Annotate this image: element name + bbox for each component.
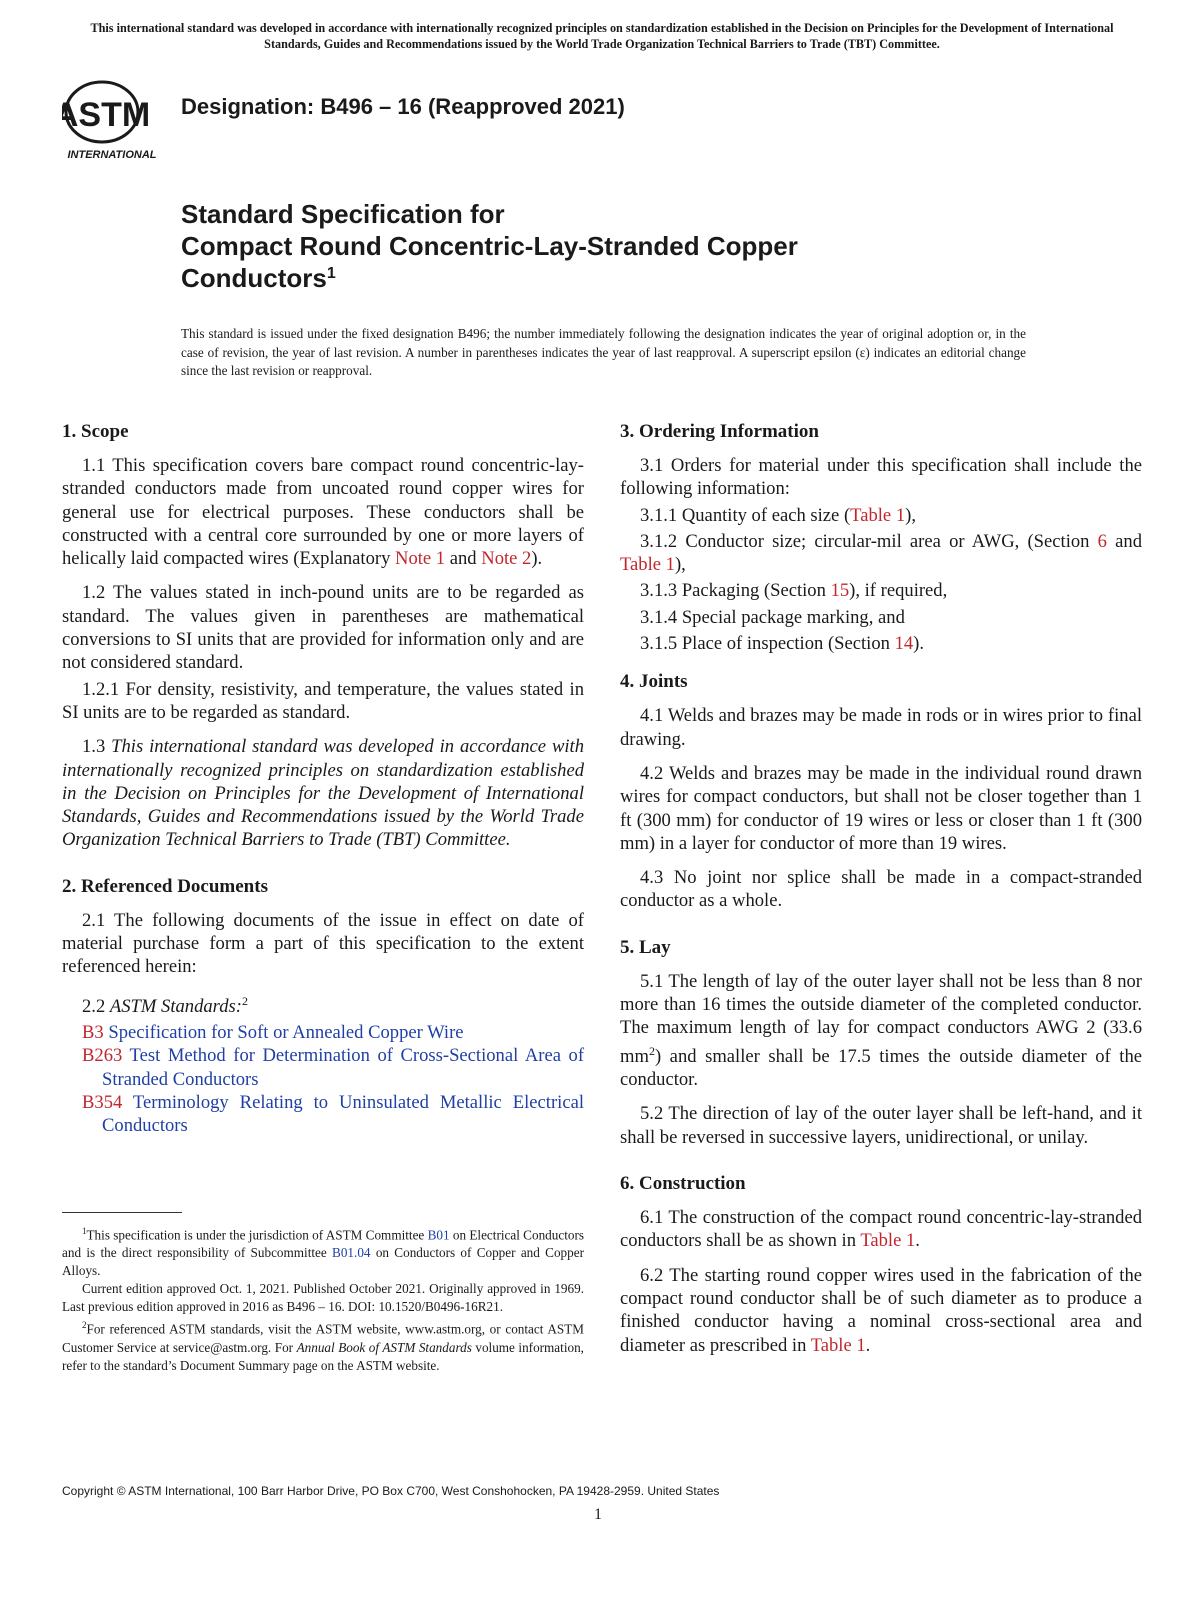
footnote-2: $^2$For referenced ASTM standards, visit the ASTM website, www.astm.org, or contact ASTM Customer Service at service@astm.org. For Annual Book of ASTM Standards volume information, refer to the standard’s Document Summary page on the ASTM website. — [62, 1320, 584, 1373]
footnote-1: $^1$This specification is under the jurisdiction of ASTM Committee B01 on Electrical Conductors and is the direct responsibility of Subcommittee B01.04 on Conductors of Copper and Copper Alloys. — [62, 1226, 584, 1279]
para-5-1: 5.1 The length of lay of the outer layer shall not be less than 8 nor more than 16 times the outside diameter of the completed conductor. The maximum length of lay for compact conductors AWG 2 (33.6 $mm^2$) and smaller shall be 17.5 times the outside diameter of the conductor. — [620, 970, 1142, 1091]
para-3-1-4: 3.1.4 Special package marking, and — [640, 606, 905, 628]
para-2-2: 2.2 ASTM Standards:$^2$ — [82, 993, 248, 1017]
para-1-2: 1.2 The values stated in inch-pound units are to be regarded as standard. The values given in parentheses are mathematical conversions to SI units that are provided for information only and are not considered standard. — [62, 582, 584, 674]
ref-b354[interactable]: B354 Terminology Relating to Uninsulated Metallic Electrical Conductors — [82, 1092, 584, 1137]
para-4-3: 4.3 No joint nor splice shall be made in a compact-stranded conductor as a whole. — [620, 867, 1142, 912]
footnote-rule — [62, 1212, 182, 1213]
table-1-link[interactable]: Table 1 — [860, 1230, 916, 1252]
para-3-1-2: 3.1.2 Conductor size; circular-mil area or AWG, (Section 6 and Table 1), — [620, 530, 1142, 576]
page-number: 1 — [594, 1506, 602, 1523]
left-column — [62, 420, 584, 1138]
section-2-heading: 2. Referenced Documents — [62, 875, 268, 897]
note-2-link[interactable]: Note 2 — [481, 548, 532, 570]
para-4-1: 4.1 Welds and brazes may be made in rods or in wires prior to final drawing. — [620, 705, 1142, 750]
title-line-3: Conductors — [181, 263, 327, 293]
ref-b3[interactable]: B3 Specification for Soft or Annealed Copper Wire — [82, 1022, 464, 1044]
section-1-heading: 1. Scope — [62, 421, 129, 442]
para-3-1-3: 3.1.3 Packaging (Section 15), if required, — [640, 580, 948, 602]
section-6-heading: 6. Construction — [620, 1173, 746, 1195]
para-4-2: 4.2 Welds and brazes may be made in the individual round drawn wires for compact conductors, but shall not be closer together than 1 ft (300 mm) for conductor of 19 wires or less or closer than 1 ft (300 mm) in a layer for conductor of more than 19 wires. — [620, 762, 1142, 854]
table-1-link[interactable]: Table 1 — [810, 1334, 866, 1356]
para-6-1: 6.1 The construction of the compact round concentric-lay-stranded conductors shall be as shown in Table 1. — [620, 1207, 1142, 1252]
para-3-1: 3.1 Orders for material under this specification shall include the following information: — [620, 455, 1142, 500]
copyright: Copyright © ASTM International, 100 Barr Harbor Drive, PO Box C700, West Conshohocken, PA 19428-2959. United States — [62, 1484, 720, 1498]
section-14-link[interactable]: 14 — [894, 633, 914, 655]
header-note: This international standard was developed in accordance with internationally recognized principles on standardization established in the Decision on Principles for the Development of International Standards, Guides and Recommendations issued by the World Trade Organization Technical Barriers to Trade (TBT) Committee. — [90, 21, 1114, 51]
para-3-1-1: 3.1.1 Quantity of each size (Table 1), — [640, 504, 916, 526]
logo-text: ASTM — [62, 96, 151, 134]
designation: Designation: B496 – 16 (Reapproved 2021) — [181, 94, 625, 119]
b0104-link[interactable]: B01.04 — [332, 1245, 371, 1261]
para-1-3: 1.3 This international standard was developed in accordance with internationally recognized principles on standardization established in the Decision on Principles for the Development of International Standards, Guides and Recommendations issued by the World Trade Organization Technical Barriers to Trade (TBT) Committee. — [62, 736, 585, 851]
table-1-link[interactable]: Table 1 — [850, 504, 906, 526]
document-title — [181, 198, 1081, 294]
para-6-2: 6.2 The starting round copper wires used in the fabrication of the compact round conductor shall be of such diameter as to produce a finished conductor having a nominal cross-sectional area and diameter as prescribed in Table 1. — [620, 1264, 1142, 1356]
note-1-link[interactable]: Note 1 — [395, 548, 446, 570]
para-2-1: 2.1 The following documents of the issue in effect on date of material purchase form a part of this specification to the extent referenced herein: — [62, 909, 584, 978]
title-line-2: Compact Round Concentric-Lay-Stranded Copper — [181, 231, 798, 261]
logo-subtitle: INTERNATIONAL — [67, 149, 157, 161]
section-4-heading: 4. Joints — [620, 671, 688, 693]
astm-logo — [62, 70, 172, 170]
para-5-2: 5.2 The direction of lay of the outer layer shall be left-hand, and it shall be reversed in successive layers, unidirectional, or unilay. — [620, 1103, 1142, 1148]
table-1-link[interactable]: Table 1 — [620, 554, 675, 576]
para-1-1: 1.1 This specification covers bare compact round concentric-lay-stranded conductors made from uncoated round copper wires for general use for electrical purposes. These conductors shall be constructed with a central core surrounded by one or more layers of helically laid compacted wires (Explanatory Note 1 and Note 2). — [62, 455, 584, 570]
issued-note: This standard is issued under the fixed designation B496; the number immediately following the designation indicates the year of original adoption or, in the case of revision, the year of last revision. A number in parentheses indicates the year of last reapproval. A superscript epsilon (ε) indicates an editorial change since the last revision or reapproval. — [181, 326, 1026, 378]
footnotes — [62, 1222, 584, 1375]
section-6-link[interactable]: 6 — [1097, 530, 1107, 552]
footnote-1-edition: Current edition approved Oct. 1, 2021. Published October 2021. Originally approved in 1969. Last previous edition approved in 2016 as B496 – 16. DOI: 10.1520/B0496-16R21. — [62, 1281, 584, 1315]
ref-b263[interactable]: B263 Test Method for Determination of Cross-Sectional Area of Stranded Conductors — [82, 1045, 585, 1090]
para-3-1-5: 3.1.5 Place of inspection (Section 14). — [640, 633, 925, 655]
section-5-heading: 5. Lay — [620, 936, 671, 958]
section-3-heading: 3. Ordering Information — [620, 421, 819, 442]
right-column — [620, 420, 1142, 1368]
title-line-1: Standard Specification for — [181, 199, 505, 229]
section-15-link[interactable]: 15 — [830, 580, 850, 602]
para-1-2-1: 1.2.1 For density, resistivity, and temperature, the values stated in SI units are to be regarded as standard. — [62, 678, 584, 723]
title-footnote-mark: 1 — [326, 265, 336, 282]
b01-link[interactable]: B01 — [427, 1227, 450, 1243]
